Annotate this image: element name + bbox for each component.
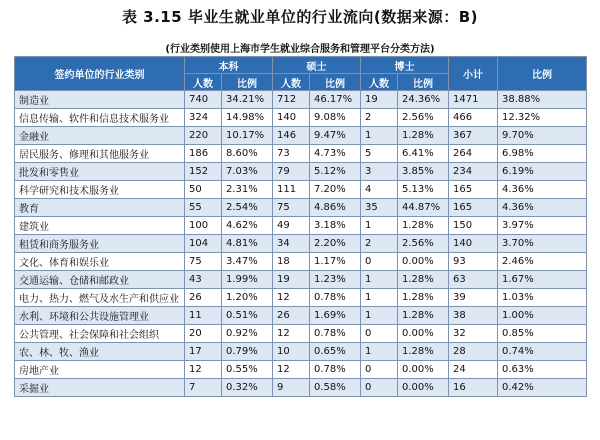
bachelor-count-cell: 20 [185,325,222,343]
table-row [15,289,587,307]
doctor-ratio-cell: 3.85% [398,163,449,181]
master-count-cell: 19 [273,271,310,289]
subtotal-ratio-cell: 9.70% [498,127,587,145]
bachelor-ratio-cell: 14.98% [222,109,273,127]
bachelor-count-cell: 104 [185,235,222,253]
subtotal-ratio-cell: 4.36% [498,199,587,217]
subtotal-count-cell: 234 [449,163,498,181]
bachelor-count-cell: 55 [185,199,222,217]
bachelor-count-cell: 740 [185,91,222,109]
master-count-cell: 12 [273,361,310,379]
table-row [15,91,587,109]
master-count-cell: 18 [273,253,310,271]
table-row [15,235,587,253]
table-body [15,91,587,397]
subtotal-ratio-cell: 6.19% [498,163,587,181]
industry-name-cell: 农、林、牧、渔业 [15,343,185,361]
doctor-count-cell: 1 [361,271,398,289]
table-row [15,307,587,325]
doctor-ratio-cell: 1.28% [398,127,449,145]
doctor-count-cell: 2 [361,109,398,127]
doctor-count-cell: 35 [361,199,398,217]
doctor-ratio-cell: 2.56% [398,109,449,127]
bachelor-ratio-cell: 1.20% [222,289,273,307]
subtotal-ratio-cell: 0.42% [498,379,587,397]
master-ratio-cell: 1.23% [310,271,361,289]
industry-name-cell: 租赁和商务服务业 [15,235,185,253]
bachelor-count-cell: 17 [185,343,222,361]
industry-flow-table [14,56,587,397]
header-doctor-count: 人数 [361,74,398,91]
subtotal-ratio-cell: 2.46% [498,253,587,271]
master-ratio-cell: 0.65% [310,343,361,361]
subtotal-count-cell: 32 [449,325,498,343]
doctor-ratio-cell: 0.00% [398,379,449,397]
table-row [15,361,587,379]
subtotal-ratio-cell: 38.88% [498,91,587,109]
bachelor-ratio-cell: 0.51% [222,307,273,325]
doctor-count-cell: 1 [361,217,398,235]
header-bachelor: 本科 [185,57,273,74]
bachelor-count-cell: 26 [185,289,222,307]
header-master-ratio: 比例 [310,74,361,91]
subtotal-count-cell: 466 [449,109,498,127]
table-title: 表 3.15 毕业生就业单位的行业流向(数据来源：B) [121,8,479,26]
master-count-cell: 111 [273,181,310,199]
doctor-count-cell: 0 [361,361,398,379]
subtotal-count-cell: 150 [449,217,498,235]
table-row [15,325,587,343]
industry-name-cell: 金融业 [15,127,185,145]
subtotal-count-cell: 16 [449,379,498,397]
table-row [15,217,587,235]
header-total-ratio: 比例 [498,57,587,91]
master-ratio-cell: 0.78% [310,361,361,379]
master-count-cell: 75 [273,199,310,217]
industry-name-cell: 制造业 [15,91,185,109]
header-doctor: 博士 [361,57,449,74]
industry-name-cell: 文化、体育和娱乐业 [15,253,185,271]
industry-name-cell: 批发和零售业 [15,163,185,181]
master-count-cell: 73 [273,145,310,163]
subtotal-ratio-cell: 0.85% [498,325,587,343]
doctor-count-cell: 1 [361,343,398,361]
subtotal-count-cell: 165 [449,181,498,199]
table-row [15,163,587,181]
bachelor-ratio-cell: 2.31% [222,181,273,199]
doctor-ratio-cell: 24.36% [398,91,449,109]
master-count-cell: 140 [273,109,310,127]
master-ratio-cell: 5.12% [310,163,361,181]
master-ratio-cell: 3.18% [310,217,361,235]
doctor-ratio-cell: 1.28% [398,217,449,235]
doctor-count-cell: 19 [361,91,398,109]
master-ratio-cell: 1.69% [310,307,361,325]
bachelor-count-cell: 11 [185,307,222,325]
bachelor-ratio-cell: 0.92% [222,325,273,343]
master-ratio-cell: 9.47% [310,127,361,145]
master-ratio-cell: 1.17% [310,253,361,271]
bachelor-count-cell: 220 [185,127,222,145]
industry-name-cell: 电力、热力、燃气及水生产和供应业 [15,289,185,307]
doctor-count-cell: 3 [361,163,398,181]
doctor-count-cell: 1 [361,307,398,325]
subtotal-ratio-cell: 6.98% [498,145,587,163]
doctor-ratio-cell: 44.87% [398,199,449,217]
master-ratio-cell: 2.20% [310,235,361,253]
bachelor-count-cell: 75 [185,253,222,271]
doctor-ratio-cell: 0.00% [398,325,449,343]
header-doctor-ratio: 比例 [398,74,449,91]
master-count-cell: 12 [273,289,310,307]
subtotal-count-cell: 1471 [449,91,498,109]
doctor-ratio-cell: 6.41% [398,145,449,163]
bachelor-count-cell: 7 [185,379,222,397]
master-ratio-cell: 0.78% [310,325,361,343]
table-row [15,253,587,271]
bachelor-count-cell: 152 [185,163,222,181]
bachelor-count-cell: 186 [185,145,222,163]
master-count-cell: 9 [273,379,310,397]
bachelor-ratio-cell: 34.21% [222,91,273,109]
subtotal-ratio-cell: 0.63% [498,361,587,379]
industry-name-cell: 建筑业 [15,217,185,235]
table-row [15,343,587,361]
bachelor-ratio-cell: 1.99% [222,271,273,289]
industry-name-cell: 交通运输、仓储和邮政业 [15,271,185,289]
doctor-count-cell: 0 [361,253,398,271]
table-header [15,57,587,91]
bachelor-count-cell: 100 [185,217,222,235]
table-row [15,145,587,163]
bachelor-ratio-cell: 0.55% [222,361,273,379]
master-ratio-cell: 4.73% [310,145,361,163]
table-row [15,199,587,217]
industry-name-cell: 居民服务、修理和其他服务业 [15,145,185,163]
doctor-count-cell: 5 [361,145,398,163]
doctor-ratio-cell: 1.28% [398,271,449,289]
doctor-count-cell: 4 [361,181,398,199]
subtotal-count-cell: 63 [449,271,498,289]
bachelor-ratio-cell: 0.32% [222,379,273,397]
master-count-cell: 146 [273,127,310,145]
industry-name-cell: 科学研究和技术服务业 [15,181,185,199]
header-master-count: 人数 [273,74,310,91]
table-row [15,127,587,145]
doctor-ratio-cell: 1.28% [398,289,449,307]
table-row [15,271,587,289]
bachelor-count-cell: 43 [185,271,222,289]
doctor-ratio-cell: 1.28% [398,307,449,325]
master-count-cell: 79 [273,163,310,181]
industry-name-cell: 采掘业 [15,379,185,397]
header-bachelor-count: 人数 [185,74,222,91]
master-ratio-cell: 4.86% [310,199,361,217]
master-count-cell: 49 [273,217,310,235]
doctor-ratio-cell: 1.28% [398,343,449,361]
header-subtotal: 小计 [449,57,498,91]
subtotal-count-cell: 367 [449,127,498,145]
subtotal-count-cell: 264 [449,145,498,163]
subtotal-ratio-cell: 1.67% [498,271,587,289]
doctor-count-cell: 0 [361,325,398,343]
subtotal-ratio-cell: 3.97% [498,217,587,235]
industry-name-cell: 公共管理、社会保障和社会组织 [15,325,185,343]
master-count-cell: 712 [273,91,310,109]
doctor-count-cell: 1 [361,127,398,145]
bachelor-ratio-cell: 2.54% [222,199,273,217]
industry-name-cell: 信息传输、软件和信息技术服务业 [15,109,185,127]
table-subtitle: (行业类别使用上海市学生就业综合服务和管理平台分类方法) [165,44,435,55]
bachelor-ratio-cell: 4.81% [222,235,273,253]
subtotal-count-cell: 39 [449,289,498,307]
bachelor-count-cell: 12 [185,361,222,379]
doctor-ratio-cell: 2.56% [398,235,449,253]
bachelor-ratio-cell: 4.62% [222,217,273,235]
doctor-count-cell: 0 [361,379,398,397]
master-ratio-cell: 7.20% [310,181,361,199]
header-bachelor-ratio: 比例 [222,74,273,91]
master-ratio-cell: 46.17% [310,91,361,109]
subtotal-ratio-cell: 12.32% [498,109,587,127]
bachelor-ratio-cell: 0.79% [222,343,273,361]
industry-name-cell: 房地产业 [15,361,185,379]
doctor-ratio-cell: 5.13% [398,181,449,199]
subtotal-ratio-cell: 4.36% [498,181,587,199]
table-row [15,181,587,199]
subtotal-count-cell: 165 [449,199,498,217]
subtotal-ratio-cell: 1.00% [498,307,587,325]
doctor-ratio-cell: 0.00% [398,253,449,271]
bachelor-count-cell: 50 [185,181,222,199]
bachelor-ratio-cell: 10.17% [222,127,273,145]
header-category: 签约单位的行业类别 [15,57,185,91]
doctor-count-cell: 1 [361,289,398,307]
master-ratio-cell: 9.08% [310,109,361,127]
subtotal-count-cell: 140 [449,235,498,253]
header-master: 硕士 [273,57,361,74]
master-ratio-cell: 0.78% [310,289,361,307]
subtotal-count-cell: 24 [449,361,498,379]
industry-name-cell: 教育 [15,199,185,217]
subtotal-count-cell: 93 [449,253,498,271]
master-count-cell: 12 [273,325,310,343]
master-count-cell: 10 [273,343,310,361]
subtotal-ratio-cell: 0.74% [498,343,587,361]
bachelor-count-cell: 324 [185,109,222,127]
subtotal-ratio-cell: 1.03% [498,289,587,307]
master-ratio-cell: 0.58% [310,379,361,397]
industry-name-cell: 水利、环境和公共设施管理业 [15,307,185,325]
subtotal-count-cell: 28 [449,343,498,361]
table-row [15,379,587,397]
doctor-ratio-cell: 0.00% [398,361,449,379]
subtotal-ratio-cell: 3.70% [498,235,587,253]
subtotal-count-cell: 38 [449,307,498,325]
master-count-cell: 26 [273,307,310,325]
bachelor-ratio-cell: 8.60% [222,145,273,163]
master-count-cell: 34 [273,235,310,253]
doctor-count-cell: 2 [361,235,398,253]
table-row [15,109,587,127]
bachelor-ratio-cell: 7.03% [222,163,273,181]
bachelor-ratio-cell: 3.47% [222,253,273,271]
